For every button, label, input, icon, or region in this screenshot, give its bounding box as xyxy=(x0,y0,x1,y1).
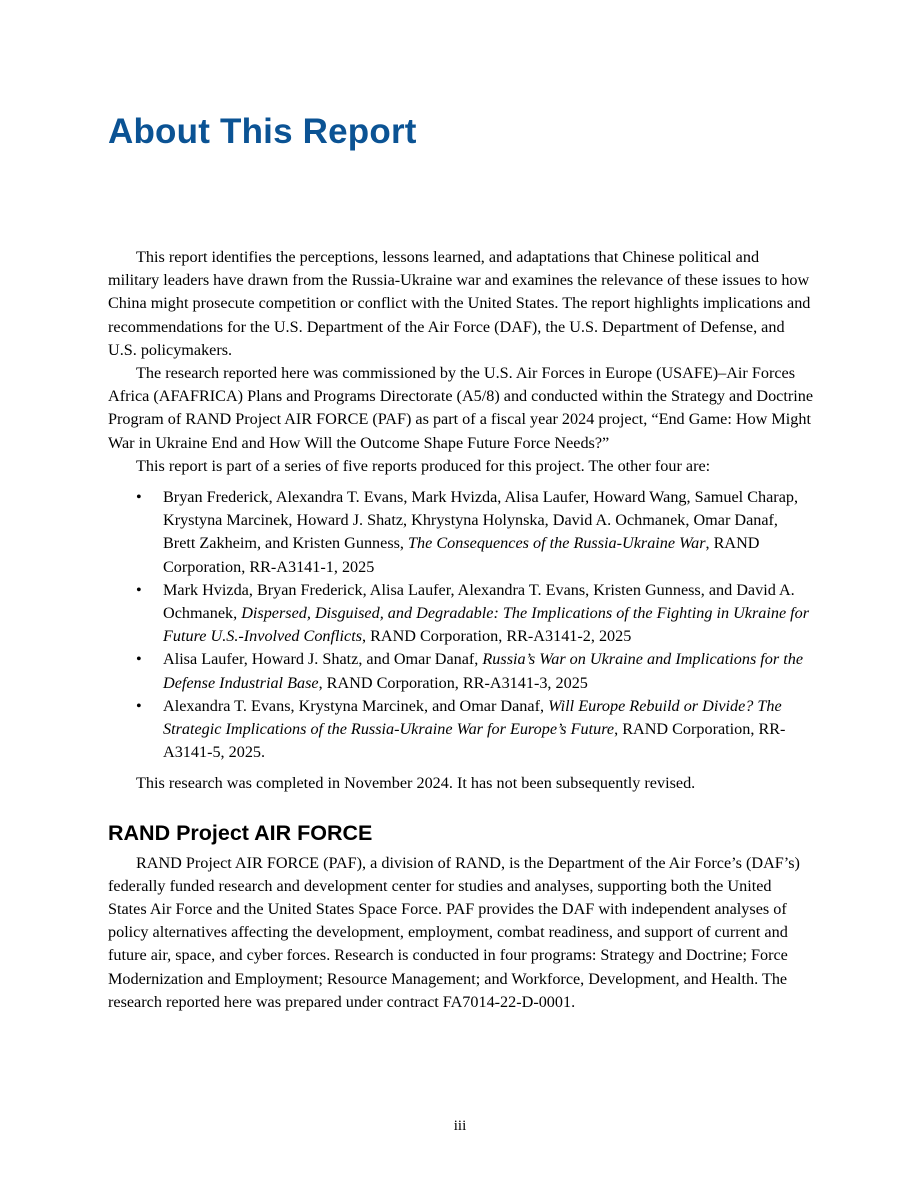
citation-authors: Bryan Frederick, Alexandra T. Evans, Mark Hvizda, Alisa Laufer, Howard Wang, Samuel Charap, Krystyna Marcinek, Howard J. Shatz, Khrystyna Holynska, David A. Ochmanek, Omar Danaf, Brett Zakheim, and Kristen Gunness, xyxy=(163,488,799,553)
citation-authors: Mark Hvizda, Bryan Frederick, Alisa Laufer, Alexandra T. Evans, Kristen Gunness, and David A. Ochmanek, xyxy=(163,580,795,623)
citation-authors: Alexandra T. Evans, Krystyna Marcinek, and Omar Danaf, xyxy=(163,696,549,715)
citation-publisher: , RAND Corporation, RR-A3141-2, 2025 xyxy=(362,627,632,646)
citation-title: The Consequences of the Russia-Ukraine War xyxy=(408,534,706,553)
citation-publisher: , RAND Corporation, RR-A3141-5, 2025. xyxy=(163,720,786,762)
citation-publisher: , RAND Corporation, RR-A3141-3, 2025 xyxy=(318,673,588,692)
citation-title: Will Europe Rebuild or Divide? The Strategic Implications of the Russia-Ukraine War for Europe’s Future xyxy=(163,696,782,739)
report-body xyxy=(108,246,814,1014)
bullet-icon: • xyxy=(136,488,142,507)
page-title: About This Report xyxy=(108,112,417,151)
list-item xyxy=(108,579,814,649)
bullet-icon: • xyxy=(136,650,142,669)
citation-publisher: , RAND Corporation, RR-A3141-1, 2025 xyxy=(163,534,760,576)
list-item xyxy=(108,648,814,694)
citation-authors: Alisa Laufer, Howard J. Shatz, and Omar Danaf, xyxy=(163,650,483,669)
list-item xyxy=(108,486,814,579)
page-number: iii xyxy=(453,1118,467,1134)
intro-paragraph: This report identifies the perceptions, lessons learned, and adaptations that Chinese political and military leaders have drawn from the Russia-Ukraine war and examines the relevance of these issues to how China might prosecute competition or conflict with the United States. The report highlights implications and recommendations for the U.S. Department of the Air Force (DAF), the U.S. Department of Defense, and U.S. policymakers. xyxy=(108,248,811,359)
bullet-icon: • xyxy=(136,580,142,599)
section-heading: RAND Project AIR FORCE xyxy=(108,820,373,845)
completion-note: This research was completed in November 2024. It has not been subsequently revised. xyxy=(136,774,696,793)
citation-title: Russia’s War on Ukraine and Implications for the Defense Industrial Base xyxy=(163,650,804,692)
commission-paragraph: The research reported here was commissioned by the U.S. Air Forces in Europe (USAFE)–Air Forces Africa (AFAFRICA) Plans and Programs Directorate (A5/8) and conducted within the Strategy and Doctrine Program of RAND Project AIR FORCE (PAF) as part of a fiscal year 2024 project, “End Game: How Might War in Ukraine End and How Will the Outcome Shape Future Force Needs?” xyxy=(108,364,814,452)
list-item xyxy=(108,695,814,765)
series-report-list xyxy=(108,486,814,764)
paf-description: RAND Project AIR FORCE (PAF), a division of RAND, is the Department of the Air Force’s (DAF’s) federally funded research and development center for studies and analyses, supporting both the United States Air Force and the United States Space Force. PAF provides the DAF with independent analyses of policy alternatives affecting the development, employment, combat readiness, and support of current and future air, space, and cyber forces. Research is conducted in four programs: Strategy and Doctrine; Force Modernization and Employment; Resource Management; and Workforce, Development, and Health. The research reported here was prepared under contract FA7014-22-D-0001. xyxy=(108,853,800,1011)
bullet-icon: • xyxy=(136,696,142,715)
citation-title: Dispersed, Disguised, and Degradable: The Implications of the Fighting in Ukraine for Future U.S.-Involved Conflicts xyxy=(163,604,810,646)
series-paragraph: This report is part of a series of five reports produced for this project. The other four are: xyxy=(136,456,711,475)
